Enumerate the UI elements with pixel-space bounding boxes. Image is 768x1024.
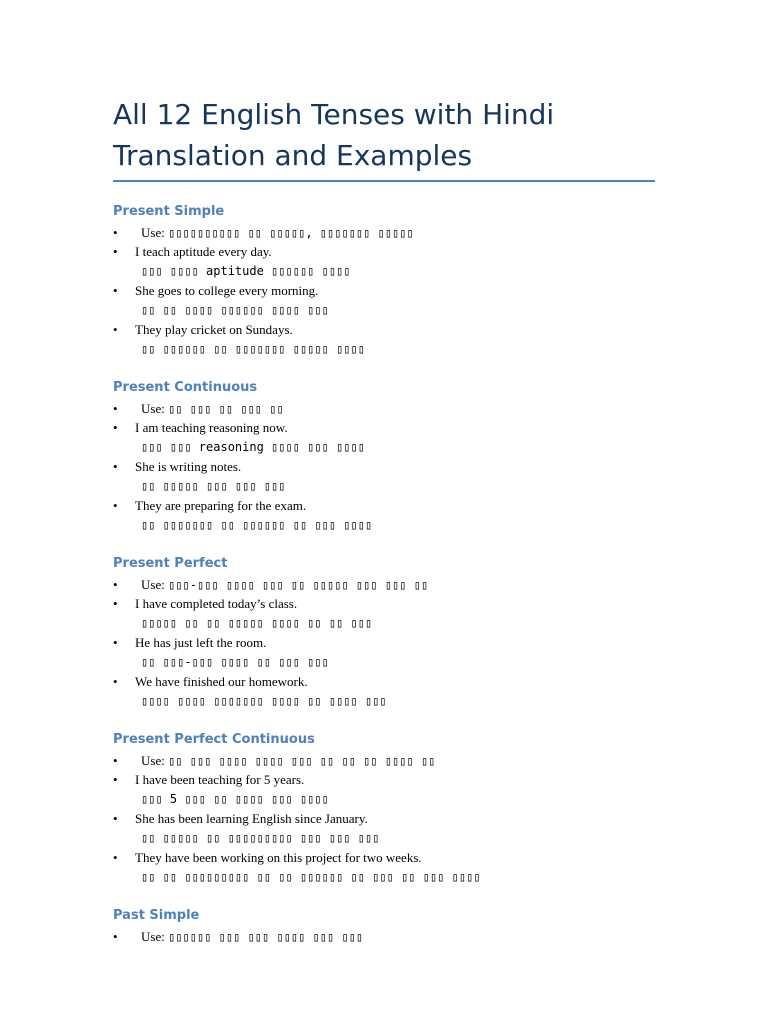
bullet-list: [113, 575, 673, 711]
example-english-text: They play cricket on Sundays.: [135, 322, 293, 337]
example-english-text: I teach aptitude every day.: [135, 244, 272, 259]
bullet-list: [113, 751, 673, 887]
bullet-icon: •: [113, 811, 118, 826]
example-english-text: We have finished our homework.: [135, 674, 308, 689]
example-english-text: I have been teaching for 5 years.: [135, 772, 305, 787]
usage-label: Use:: [141, 929, 165, 944]
tense-section: [113, 729, 673, 887]
example-english-text: I am teaching reasoning now.: [135, 420, 288, 435]
section-heading: Present Continuous: [113, 380, 258, 395]
bullet-icon: •: [113, 596, 118, 611]
example-hindi-translation: ▯▯ ▯▯ ▯▯▯▯ ▯▯▯▯▯▯ ▯▯▯▯ ▯▯▯: [141, 303, 329, 317]
usage-text: ▯▯ ▯▯▯ ▯▯ ▯▯▯ ▯▯: [168, 402, 284, 416]
example-sentence: [113, 242, 673, 261]
section-heading: Present Simple: [113, 204, 225, 219]
example-hindi-translation: ▯▯▯ ▯▯▯▯ aptitude ▯▯▯▯▯▯ ▯▯▯▯: [141, 264, 351, 278]
usage-label: Use:: [141, 753, 165, 768]
section-heading: Present Perfect: [113, 556, 228, 571]
example-english-text: She has been learning English since January.: [135, 811, 368, 826]
bullet-list: [113, 927, 673, 946]
example-sentence: [113, 633, 673, 652]
bullet-icon: •: [113, 283, 118, 298]
bullet-icon: •: [113, 577, 118, 592]
bullet-list: [113, 223, 673, 359]
example-hindi-translation: ▯▯▯ ▯▯▯ reasoning ▯▯▯▯ ▯▯▯ ▯▯▯▯: [141, 440, 365, 454]
example-sentence: [113, 496, 673, 515]
bullet-icon: •: [113, 225, 118, 240]
example-hindi-translation: ▯▯ ▯▯▯▯▯▯ ▯▯ ▯▯▯▯▯▯▯ ▯▯▯▯▯ ▯▯▯▯: [141, 342, 365, 356]
title-underline-rule: [113, 180, 655, 182]
example-hindi-translation: ▯▯ ▯▯▯▯▯ ▯▯▯ ▯▯▯ ▯▯▯: [141, 479, 286, 493]
example-english-text: They are preparing for the exam.: [135, 498, 307, 513]
bullet-icon: •: [113, 401, 118, 416]
tense-section: [113, 377, 673, 535]
usage-text: ▯▯ ▯▯▯ ▯▯▯▯ ▯▯▯▯ ▯▯▯ ▯▯ ▯▯ ▯▯ ▯▯▯▯ ▯▯: [168, 754, 436, 768]
example-hindi-translation: ▯▯ ▯▯▯-▯▯▯ ▯▯▯▯ ▯▯ ▯▯▯ ▯▯▯: [141, 655, 329, 669]
bullet-icon: •: [113, 322, 118, 337]
usage-item: [113, 399, 673, 418]
example-english-text: She is writing notes.: [135, 459, 242, 474]
bullet-icon: •: [113, 772, 118, 787]
bullet-icon: •: [113, 244, 118, 259]
tense-sections: [113, 201, 673, 964]
usage-text: ▯▯▯▯▯▯ ▯▯▯ ▯▯▯ ▯▯▯▯ ▯▯▯ ▯▯▯: [168, 930, 364, 944]
document-title-line-2: Translation and Examples: [113, 139, 473, 172]
bullet-icon: •: [113, 635, 118, 650]
example-english-text: She goes to college every morning.: [135, 283, 319, 298]
example-hindi-translation: ▯▯ ▯▯ ▯▯▯▯▯▯▯▯▯ ▯▯ ▯▯ ▯▯▯▯▯▯ ▯▯ ▯▯▯ ▯▯ ▯▯▯ ▯▯▯▯: [141, 870, 481, 884]
bullet-icon: •: [113, 420, 118, 435]
usage-text: ▯▯▯▯▯▯▯▯▯▯ ▯▯ ▯▯▯▯▯, ▯▯▯▯▯▯▯ ▯▯▯▯▯: [168, 226, 414, 240]
usage-text: ▯▯▯-▯▯▯ ▯▯▯▯ ▯▯▯ ▯▯ ▯▯▯▯▯ ▯▯▯ ▯▯▯ ▯▯: [168, 578, 429, 592]
section-heading: Past Simple: [113, 908, 200, 923]
bullet-icon: •: [113, 929, 118, 944]
bullet-icon: •: [113, 753, 118, 768]
document-title-line-1: All 12 English Tenses with Hindi: [113, 98, 555, 131]
example-sentence: [113, 320, 673, 339]
tense-section: [113, 553, 673, 711]
example-sentence: [113, 848, 673, 867]
usage-label: Use:: [141, 401, 165, 416]
usage-item: [113, 751, 673, 770]
example-sentence: [113, 672, 673, 691]
tense-section: [113, 201, 673, 359]
bullet-icon: •: [113, 674, 118, 689]
usage-label: Use:: [141, 577, 165, 592]
usage-item: [113, 223, 673, 242]
document-title: [113, 94, 673, 176]
example-hindi-translation: ▯▯ ▯▯▯▯▯ ▯▯ ▯▯▯▯▯▯▯▯▯ ▯▯▯ ▯▯▯ ▯▯▯: [141, 831, 380, 845]
example-hindi-translation: ▯▯ ▯▯▯▯▯▯▯ ▯▯ ▯▯▯▯▯▯ ▯▯ ▯▯▯ ▯▯▯▯: [141, 518, 373, 532]
usage-label: Use:: [141, 225, 165, 240]
section-heading: Present Perfect Continuous: [113, 732, 315, 747]
example-sentence: [113, 594, 673, 613]
example-sentence: [113, 281, 673, 300]
usage-item: [113, 927, 673, 946]
usage-item: [113, 575, 673, 594]
example-sentence: [113, 770, 673, 789]
bullet-list: [113, 399, 673, 535]
tense-section: [113, 905, 673, 946]
bullet-icon: •: [113, 459, 118, 474]
example-sentence: [113, 809, 673, 828]
bullet-icon: •: [113, 850, 118, 865]
example-hindi-translation: ▯▯▯▯▯ ▯▯ ▯▯ ▯▯▯▯▯ ▯▯▯▯ ▯▯ ▯▯ ▯▯▯: [141, 616, 373, 630]
example-sentence: [113, 418, 673, 437]
example-hindi-translation: ▯▯▯ 5 ▯▯▯ ▯▯ ▯▯▯▯ ▯▯▯ ▯▯▯▯: [141, 792, 329, 806]
bullet-icon: •: [113, 498, 118, 513]
example-english-text: They have been working on this project for two weeks.: [135, 850, 422, 865]
example-sentence: [113, 457, 673, 476]
example-english-text: He has just left the room.: [135, 635, 267, 650]
example-english-text: I have completed today’s class.: [135, 596, 298, 611]
example-hindi-translation: ▯▯▯▯ ▯▯▯▯ ▯▯▯▯▯▯▯ ▯▯▯▯ ▯▯ ▯▯▯▯ ▯▯▯: [141, 694, 387, 708]
